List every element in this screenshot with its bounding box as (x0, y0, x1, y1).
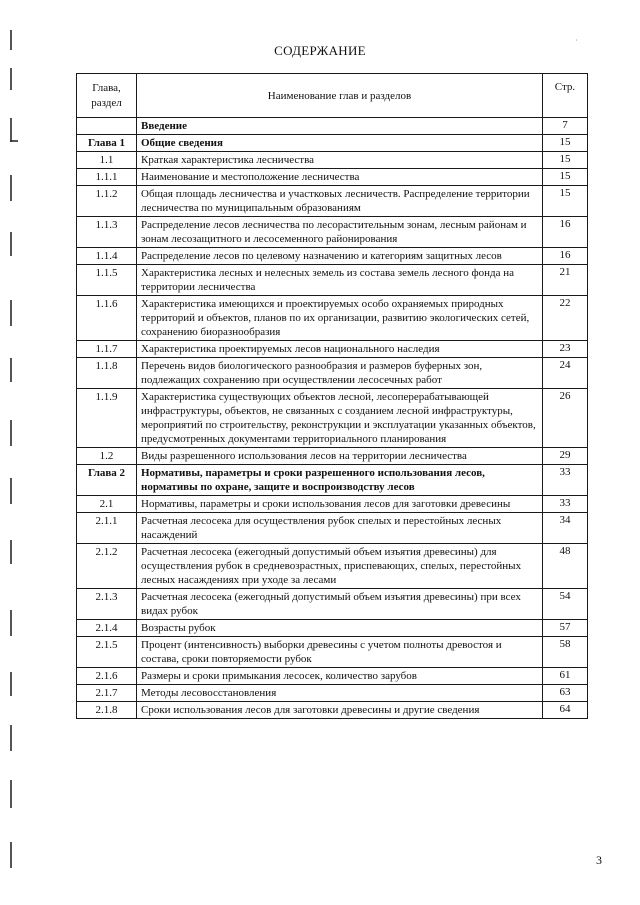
toc-row (77, 118, 588, 135)
toc-row-number: 1.1.7 (77, 341, 137, 358)
toc-row (77, 217, 588, 248)
toc-row-page: 33 (543, 465, 588, 496)
toc-row (77, 152, 588, 169)
header-name: Наименование глав и разделов (137, 74, 543, 118)
toc-row-title: Характеристика существующих объектов лесной, лесоперерабатывающей инфраструктуры, объектов, не связанных с созданием лесной инфраструктуры, мероприятий по строительству, реконструкции и эксплуатации указанных объектов, предусмотренных документами территориального планирования (137, 389, 543, 448)
toc-row-title: Общие сведения (137, 135, 543, 152)
toc-row (77, 265, 588, 296)
toc-body (77, 118, 588, 719)
toc-title: СОДЕРЖАНИЕ (274, 43, 366, 58)
toc-row (77, 637, 588, 668)
toc-row-number: 1.1.8 (77, 358, 137, 389)
toc-row-number: 2.1.4 (77, 620, 137, 637)
toc-row (77, 169, 588, 186)
toc-row (77, 496, 588, 513)
toc-row-title: Сроки использования лесов для заготовки древесины и другие сведения (137, 702, 543, 719)
toc-row (77, 465, 588, 496)
toc-row-page: 21 (543, 265, 588, 296)
corner-mark: · (575, 36, 578, 45)
toc-row (77, 248, 588, 265)
toc-row (77, 702, 588, 719)
header-chapter: Глава, раздел (77, 74, 137, 118)
toc-row-title: Характеристика проектируемых лесов национального наследия (137, 341, 543, 358)
toc-row-number: Глава 2 (77, 465, 137, 496)
toc-row-title: Распределение лесов по целевому назначению и категориям защитных лесов (137, 248, 543, 265)
toc-row-title: Наименование и местоположение лесничества (137, 169, 543, 186)
toc-row-title: Перечень видов биологического разнообразия и размеров буферных зон, подлежащих сохранению при осуществлении лесосечных работ (137, 358, 543, 389)
toc-row-number: 2.1.7 (77, 685, 137, 702)
toc-header-row (77, 74, 588, 118)
toc-row-title: Краткая характеристика лесничества (137, 152, 543, 169)
toc-row-page: 63 (543, 685, 588, 702)
toc-row-page: 64 (543, 702, 588, 719)
toc-row-number: 1.1.5 (77, 265, 137, 296)
toc-row-number: 2.1.3 (77, 589, 137, 620)
header-page: Стр. (543, 74, 588, 118)
toc-row (77, 389, 588, 448)
toc-row-title: Нормативы, параметры и сроки разрешенного использования лесов, нормативы по охране, защите и воспроизводству лесов (137, 465, 543, 496)
toc-row-number: 1.1 (77, 152, 137, 169)
toc-row (77, 668, 588, 685)
toc-row-page: 15 (543, 186, 588, 217)
toc-row (77, 620, 588, 637)
toc-row-page: 23 (543, 341, 588, 358)
toc-row-number: 2.1.2 (77, 544, 137, 589)
toc-row-title: Характеристика имеющихся и проектируемых особо охраняемых природных территорий и объектов, планов по их организации, развитию экологических сетей, сохранению биоразнообразия (137, 296, 543, 341)
toc-row-number: 2.1.8 (77, 702, 137, 719)
toc-row-title: Нормативы, параметры и сроки использования лесов для заготовки древесины (137, 496, 543, 513)
toc-row (77, 186, 588, 217)
toc-row-title: Введение (137, 118, 543, 135)
toc-row (77, 448, 588, 465)
toc-row-page: 57 (543, 620, 588, 637)
toc-row-number: 1.2 (77, 448, 137, 465)
toc-row (77, 296, 588, 341)
toc-row-page: 16 (543, 217, 588, 248)
page-number: 3 (596, 853, 602, 867)
binding-margin-marks (0, 0, 26, 905)
toc-row-page: 48 (543, 544, 588, 589)
toc-row-title: Методы лесовосстановления (137, 685, 543, 702)
toc-row (77, 358, 588, 389)
toc-row-title: Распределение лесов лесничества по лесорастительным зонам, лесным районам и зонам лесозащитного и лесосеменного районирования (137, 217, 543, 248)
toc-row-title: Расчетная лесосека (ежегодный допустимый объем изъятия древесины) при всех видах рубок (137, 589, 543, 620)
toc-row (77, 685, 588, 702)
toc-row-number: 2.1.5 (77, 637, 137, 668)
toc-row-title: Размеры и сроки примыкания лесосек, количество зарубов (137, 668, 543, 685)
toc-row-title: Общая площадь лесничества и участковых лесничеств. Распределение территории лесничества по муниципальным образованиям (137, 186, 543, 217)
toc-row-number: 1.1.6 (77, 296, 137, 341)
toc-row-page: 24 (543, 358, 588, 389)
toc-row-page: 61 (543, 668, 588, 685)
toc-row-number: 1.1.3 (77, 217, 137, 248)
toc-row-number: 2.1.6 (77, 668, 137, 685)
toc-row-title: Процент (интенсивность) выборки древесины с учетом полноты древостоя и состава, сроки повторяемости рубок (137, 637, 543, 668)
toc-row-number: Глава 1 (77, 135, 137, 152)
toc-row (77, 135, 588, 152)
toc-row-number: 2.1.1 (77, 513, 137, 544)
toc-row (77, 589, 588, 620)
toc-row-title: Расчетная лесосека (ежегодный допустимый объем изъятия древесины) для осуществления рубок в средневозрастных, приспевающих, спелых, перестойных лесных насаждениях при уходе за лесами (137, 544, 543, 589)
toc-row-number: 1.1.4 (77, 248, 137, 265)
toc-row-page: 15 (543, 169, 588, 186)
toc-row-page: 34 (543, 513, 588, 544)
toc-table (76, 73, 588, 719)
toc-row-page: 33 (543, 496, 588, 513)
toc-row (77, 544, 588, 589)
toc-row-title: Характеристика лесных и нелесных земель из состава земель лесного фонда на территории лесничества (137, 265, 543, 296)
toc-row-title: Расчетная лесосека для осуществления рубок спелых и перестойных лесных насаждений (137, 513, 543, 544)
toc-row-title: Виды разрешенного использования лесов на территории лесничества (137, 448, 543, 465)
toc-row-page: 58 (543, 637, 588, 668)
toc-row-page: 29 (543, 448, 588, 465)
toc-row-number: 1.1.1 (77, 169, 137, 186)
toc-row (77, 513, 588, 544)
toc-row-number (77, 118, 137, 135)
toc-row-page: 26 (543, 389, 588, 448)
toc-row-page: 54 (543, 589, 588, 620)
toc-row (77, 341, 588, 358)
toc-row-number: 2.1 (77, 496, 137, 513)
toc-row-page: 16 (543, 248, 588, 265)
toc-row-page: 15 (543, 135, 588, 152)
toc-row-number: 1.1.9 (77, 389, 137, 448)
toc-row-number: 1.1.2 (77, 186, 137, 217)
toc-row-page: 22 (543, 296, 588, 341)
toc-row-page: 15 (543, 152, 588, 169)
toc-row-title: Возрасты рубок (137, 620, 543, 637)
toc-row-page: 7 (543, 118, 588, 135)
